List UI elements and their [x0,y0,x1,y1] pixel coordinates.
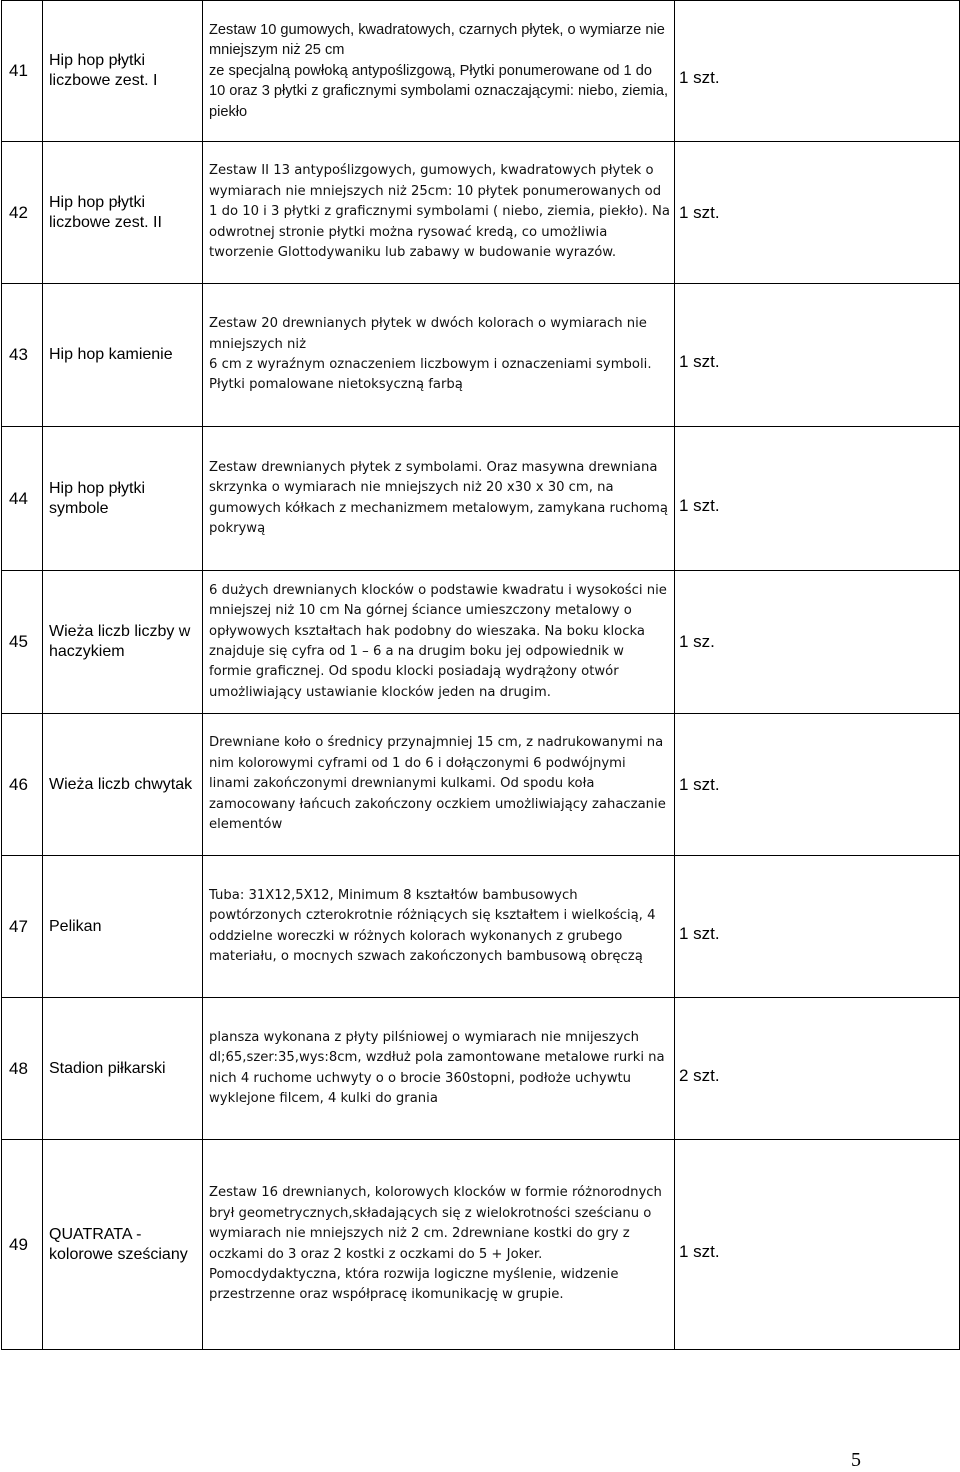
item-description [203,142,675,284]
item-quantity-text: 1 szt. [679,495,720,515]
item-description-text: Zestaw 16 drewnianych, kolorowych klocków w formie różnorodnych brył geometrycznych,składających się z wielokrotności sześcianu o wymiarach nie mniejszych niż 2 cm. 2drewniane kostki do gry z oczkami do 3 oraz 2 kostki z oczkami do 5 + Joker. Pomocdydaktyczna, która rozwija logiczne myślenie, widzenie przestrzenne oraz współpracę ikomunikację w grupie. [209,1185,662,1303]
item-description-text: Zestaw II 13 antypoślizgowych, gumowych, kwadratowych płytek o wymiarach nie mniejszych niż 25cm: 10 płytek ponumerowanych od 1 do 10 i 3 płytki z graficznymi symbolami ( niebo, ziemia, piekło). Na odwrotnej stronie płytki można rysować kredą, co umożliwia tworzenie Glottodywaniku lub zabawy w budowanie wyrazów. [209,163,670,261]
item-description-text: Zestaw 20 drewnianych płytek w dwóch kolorach o wymiarach nie mniejszych niż 6 cm z wyraźnym oznaczeniem liczbowym i oznaczeniami symboli. Płytki pomalowane nietoksyczną farbą [209,316,652,393]
item-number: 48 [2,998,43,1140]
item-description-text: plansza wykonana z płyty pilśniowej o wymiarach nie mnijeszych dl;65,szer:35,wys:8cm, wzdłuż pola zamontowane metalowe rurki na nich 4 ruchome uchwyty o o brocie 360stopni, podłoże uchywtu wyklejone filcem, 4 kulki do grania [209,1029,665,1106]
item-number: 45 [2,571,43,714]
item-description [203,284,675,427]
table-row [2,284,960,427]
item-description [203,998,675,1140]
item-number: 44 [2,427,43,571]
table-row [2,998,960,1140]
item-quantity [675,1,960,142]
item-name: Wieża liczb liczby w haczykiem [43,571,203,714]
item-quantity-text: 1 sz. [679,632,715,651]
item-description [203,856,675,998]
item-name: Hip hop płytki symbole [43,427,203,571]
item-description [203,1140,675,1350]
table-row [2,714,960,856]
table-row [2,571,960,714]
item-name: QUATRATA - kolorowe sześciany [43,1140,203,1350]
item-description-text: Tuba: 31X12,5X12, Minimum 8 kształtów bambusowych powtórzonych czterokrotnie różniących się kształtem i wielkością, 4 oddzielne woreczki w różnych kolorach wykonanych z grubego materiału, o mocnych szwach zakończonych bambusową obręczą [209,887,656,964]
item-number: 42 [2,142,43,284]
item-quantity-text: 1 szt. [679,774,720,794]
item-description-text: 6 dużych drewnianych klocków o podstawie kwadratu i wysokości nie mniejszej niż 10 cm Na górnej ściance umieszczony metalowy o opływowych kształtach hak podobny do wieszaka. Na boku klocka znajduje się cyfra od 1 – 6 a na drugim boku jej odpowiednik w formie graficznej. Od spodu klocki posiadają wydrążony otwór umożliwiający ustawianie klocków jeden na drugim. [209,582,667,700]
item-quantity [675,571,960,714]
item-number: 49 [2,1140,43,1350]
item-quantity-text: 1 szt. [679,68,720,87]
item-description [203,427,675,571]
item-quantity [675,998,960,1140]
item-quantity [675,284,960,427]
table-row [2,1,960,142]
table-row [2,142,960,284]
item-quantity-text: 1 szt. [679,1241,720,1261]
table-row [2,856,960,998]
item-quantity-text: 1 szt. [679,352,720,371]
item-name: Wieża liczb chwytak [43,714,203,856]
item-quantity-text: 1 szt. [679,923,720,943]
item-description-text: Drewniane koło o średnicy przynajmniej 15 cm, z nadrukowanymi na nim kolorowymi cyframi od 1 do 6 i dołączonymi 6 podwójnymi linami zakończonymi drewnianymi kulkami. Od spodu koła zamocowany łańcuch zakończony oczkiem umożliwiający zahaczanie elementów [209,735,666,833]
item-quantity [675,856,960,998]
item-number: 43 [2,284,43,427]
item-number: 46 [2,714,43,856]
item-quantity-text: 1 szt. [679,202,720,222]
item-description [203,571,675,714]
item-name: Pelikan [43,856,203,998]
item-description-text: Zestaw 10 gumowych, kwadratowych, czarnych płytek, o wymiarze nie mniejszym niż 25 cm ze specjalną powłoką antypoślizgową, Płytki ponumerowane od 1 do 10 oraz 3 płytki z graficznymi symbolami oznaczającymi: niebo, ziemia, piekło [209,21,669,120]
item-name: Hip hop kamienie [43,284,203,427]
item-description [203,1,675,142]
table-row [2,427,960,571]
item-quantity [675,427,960,571]
item-quantity [675,1140,960,1350]
page-number: 5 [851,1449,861,1471]
item-name: Stadion piłkarski [43,998,203,1140]
item-number: 41 [2,1,43,142]
item-quantity-text: 2 szt. [679,1065,720,1085]
item-description-text: Zestaw drewnianych płytek z symbolami. Oraz masywna drewniana skrzynka o wymiarach nie mniejszych niż 20 x30 x 30 cm, na gumowych kółkach z mechanizmem metalowym, zamykana ruchomą pokrywą [209,459,668,536]
item-number: 47 [2,856,43,998]
item-name: Hip hop płytki liczbowe zest. II [43,142,203,284]
item-name: Hip hop płytki liczbowe zest. I [43,1,203,142]
item-quantity [675,714,960,856]
items-table [1,0,960,1350]
table-row [2,1140,960,1350]
item-description [203,714,675,856]
item-quantity [675,142,960,284]
